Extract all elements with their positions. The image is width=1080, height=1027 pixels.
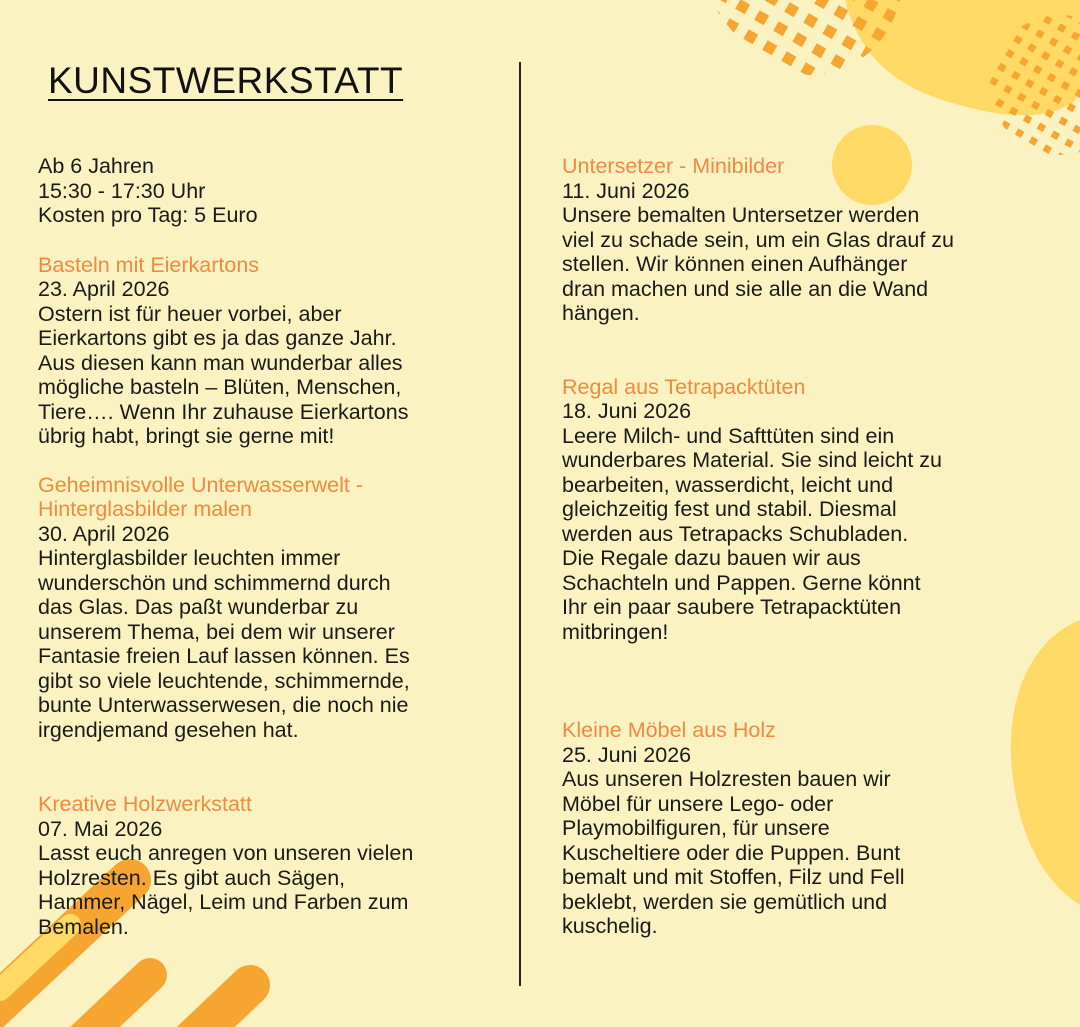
event-date: 30. April 2026 xyxy=(38,521,170,546)
event-title: Kreative Holzwerkstatt xyxy=(38,792,252,816)
column-divider xyxy=(519,62,521,986)
event-desc-line: Hinterglasbilder leuchten immer xyxy=(38,546,341,570)
event-desc-line: werden aus Tetrapacks Schubladen. xyxy=(562,521,909,546)
event-desc-line: Unsere bemalten Untersetzer werden xyxy=(562,203,920,227)
event-date: 18. Juni 2026 xyxy=(562,399,692,423)
event-desc-line: kuschelig. xyxy=(562,914,658,938)
event-date: 23. April 2026 xyxy=(38,277,170,301)
page-title: KUNSTWERKSTATT xyxy=(48,60,404,101)
event-desc-line: gibt so viele leuchtende, schimmernde, xyxy=(38,668,410,693)
event-desc-line: Bemalen. xyxy=(38,914,129,939)
event-title: Geheimnisvolle Unterwasserwelt - xyxy=(38,472,363,497)
event-desc-line: Holzresten. Es gibt auch Sägen, xyxy=(38,865,346,890)
event-untersetzer xyxy=(562,154,1032,326)
event-tetrapack xyxy=(562,375,1032,645)
left-column xyxy=(38,154,488,939)
event-desc-line: Die Regale dazu bauen wir aus xyxy=(562,546,861,570)
info-age: Ab 6 Jahren xyxy=(38,154,154,178)
event-desc-line: bearbeiten, wasserdicht, leicht und xyxy=(562,472,894,497)
event-desc-line: Lasst euch anregen von unseren vielen xyxy=(38,841,414,865)
event-title: Regal aus Tetrapacktüten xyxy=(562,374,806,399)
event-unterwasserwelt xyxy=(38,473,488,743)
event-title: Basteln mit Eierkartons xyxy=(38,252,260,277)
event-desc-line: übrig habt, bringt sie gerne mit! xyxy=(38,424,335,448)
event-desc-line: wunderbares Material. Sie sind leicht zu xyxy=(562,448,943,472)
event-date: 25. Juni 2026 xyxy=(562,742,692,767)
event-eierkartons xyxy=(38,253,488,449)
event-title: Kleine Möbel aus Holz xyxy=(562,718,776,742)
event-desc-line: bemalt und mit Stoffen, Filz und Fell xyxy=(562,865,905,889)
event-desc-line: mögliche basteln – Blüten, Menschen, xyxy=(38,375,402,399)
event-desc-line: unserem Thema, bei dem wir unserer xyxy=(38,619,395,644)
event-desc-line: Ihr ein paar saubere Tetrapacktüten xyxy=(562,595,902,619)
event-desc-line: viel zu schade sein, um ein Glas drauf zu xyxy=(562,227,954,252)
event-desc-line: Aus diesen kann man wunderbar alles xyxy=(38,350,403,375)
halftone-patch-top xyxy=(710,0,900,75)
event-desc-line: gleichzeitig fest und stabil. Diesmal xyxy=(562,497,897,521)
event-desc-line: beklebt, werden sie gemütlich und xyxy=(562,889,888,914)
info-time: 15:30 - 17:30 Uhr xyxy=(38,178,206,203)
event-desc-line: stellen. Wir können einen Aufhänger xyxy=(562,252,908,276)
event-title: Untersetzer - Minibilder xyxy=(562,154,785,178)
event-date: 07. Mai 2026 xyxy=(38,816,163,841)
info-cost: Kosten pro Tag: 5 Euro xyxy=(38,203,258,227)
event-desc-line: Hammer, Nägel, Leim und Farben zum xyxy=(38,890,409,914)
event-desc-line: Fantasie freien Lauf lassen können. Es xyxy=(38,644,410,668)
right-column xyxy=(562,154,1032,939)
event-title: Hinterglasbilder malen xyxy=(38,497,252,521)
event-desc-line: Tiere…. Wenn Ihr zuhause Eierkartons xyxy=(38,399,409,424)
event-date: 11. Juni 2026 xyxy=(562,178,690,203)
event-desc-line: hängen. xyxy=(562,301,640,325)
event-desc-line: Playmobilfiguren, für unsere xyxy=(562,816,830,840)
event-moebel xyxy=(562,718,1032,939)
info-block xyxy=(38,154,488,228)
event-desc-line: bunte Unterwasserwesen, die noch nie xyxy=(38,693,409,717)
event-desc-line: Kuscheltiere oder die Puppen. Bunt xyxy=(562,840,901,865)
event-desc-line: Leere Milch- und Safttüten sind ein xyxy=(562,423,895,448)
event-holzwerkstatt xyxy=(38,792,488,939)
event-desc-line: Schachteln und Pappen. Gerne könnt xyxy=(562,570,921,595)
event-desc-line: dran machen und sie alle an die Wand xyxy=(562,276,929,301)
event-desc-line: Eierkartons gibt es ja das ganze Jahr. xyxy=(38,326,397,350)
event-desc-line: Ostern ist für heuer vorbei, aber xyxy=(38,301,342,326)
event-desc-line: Möbel für unsere Lego- oder xyxy=(562,791,834,816)
event-desc-line: das Glas. Das paßt wunderbar zu xyxy=(38,595,359,619)
event-desc-line: irgendjemand gesehen hat. xyxy=(38,717,299,742)
orange-stripe-3 xyxy=(150,985,250,1027)
event-desc-line: wunderschön und schimmernd durch xyxy=(38,570,391,595)
event-desc-line: mitbringen! xyxy=(562,619,669,644)
event-desc-line: Aus unseren Holzresten bauen wir xyxy=(562,767,891,791)
orange-stripe-2 xyxy=(60,975,150,1027)
